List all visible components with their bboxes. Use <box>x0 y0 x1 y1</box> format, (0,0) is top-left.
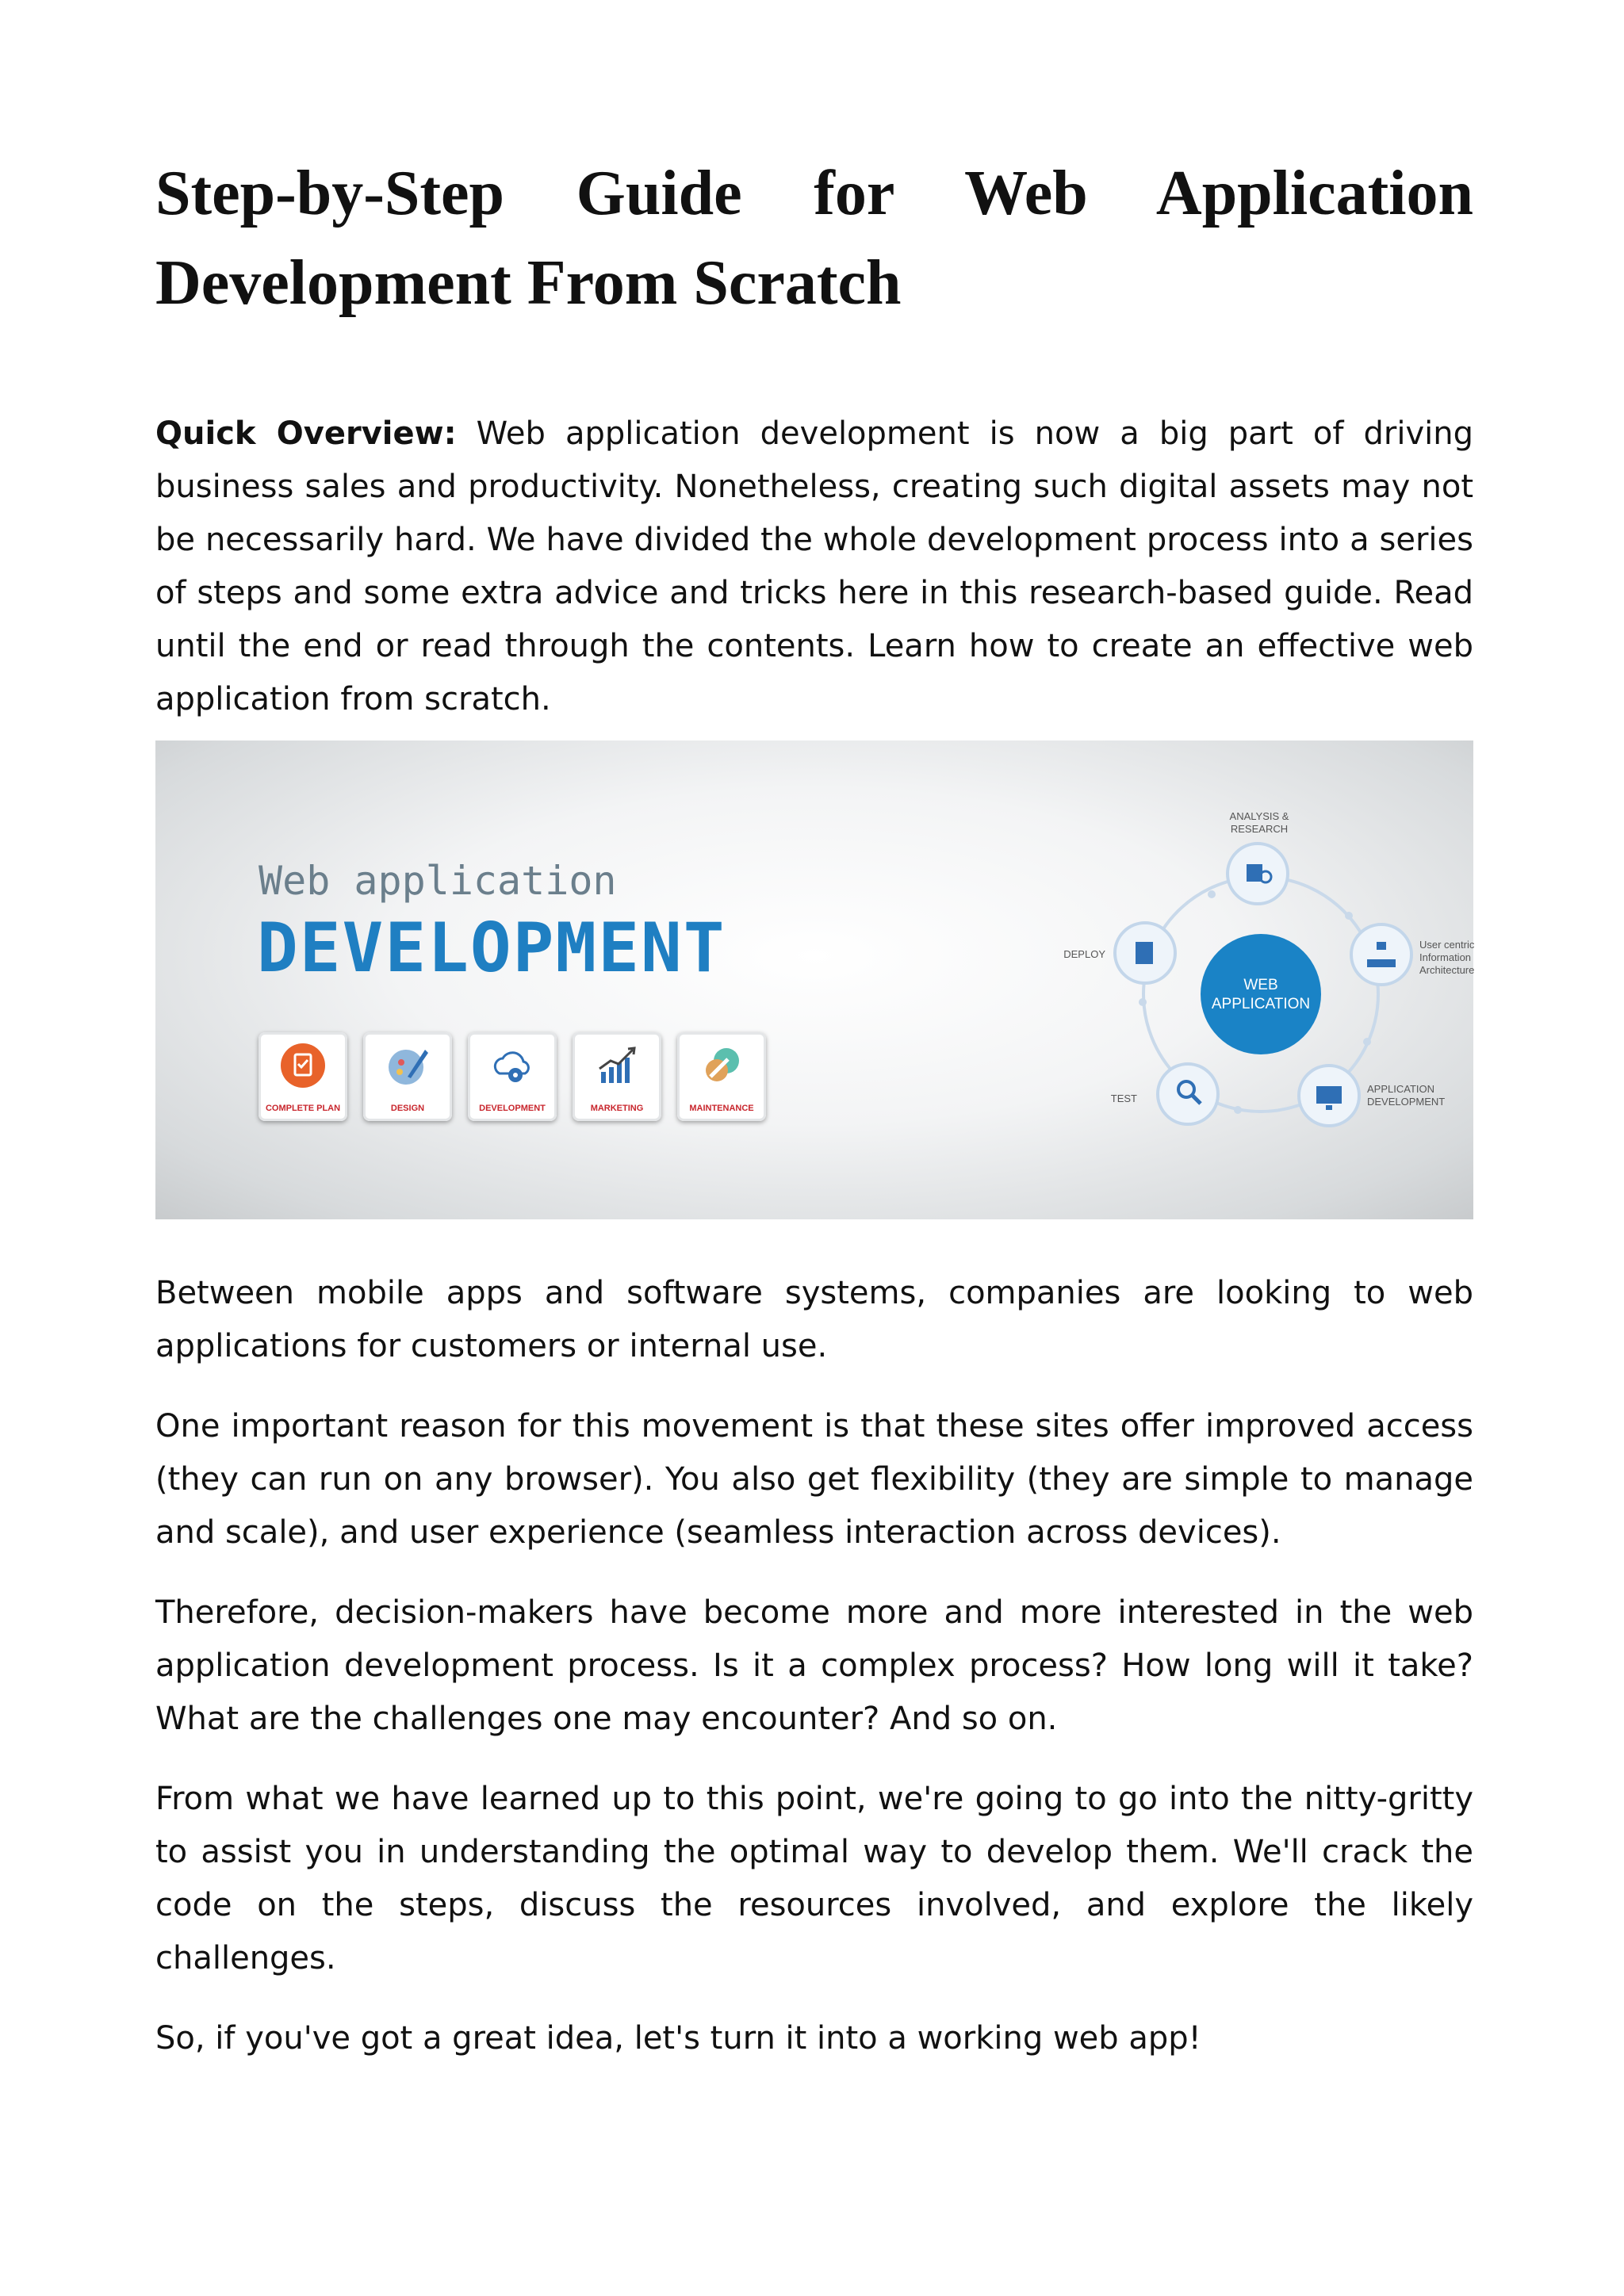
design-tools-icon <box>384 1042 431 1089</box>
clipboard-icon <box>279 1042 327 1089</box>
figure-subtitle: Web application <box>259 858 617 904</box>
svg-text:APPLICATION: APPLICATION <box>1367 1083 1435 1095</box>
tile-maintenance <box>677 1032 766 1121</box>
stage-test <box>1111 1064 1218 1124</box>
svg-text:Architecture: Architecture <box>1419 964 1475 976</box>
hero-image <box>155 740 1473 1219</box>
svg-text:DEPLOY: DEPLOY <box>1063 948 1105 960</box>
center-label-1: WEB <box>1243 977 1278 993</box>
svg-text:TEST: TEST <box>1110 1093 1137 1104</box>
tile-label: MARKETING <box>590 1104 644 1113</box>
svg-text:DEVELOPMENT: DEVELOPMENT <box>1367 1096 1446 1108</box>
paragraph: So, if you've got a great idea, let's turn it into a working web app! <box>155 2020 1201 2057</box>
stage-architecture <box>1351 924 1475 985</box>
stage-deploy <box>1063 923 1175 983</box>
process-tiles <box>259 1032 766 1121</box>
center-circle <box>1201 934 1321 1054</box>
tile-label: DEVELOPMENT <box>479 1104 546 1113</box>
overview-label: Quick Overview: <box>155 415 457 452</box>
maintenance-icon <box>698 1042 745 1089</box>
tile-design <box>363 1032 452 1121</box>
tile-label: DESIGN <box>390 1104 425 1113</box>
cloud-gear-icon <box>488 1042 536 1089</box>
quick-overview <box>155 408 1473 726</box>
paragraph: Between mobile apps and software systems, companies are looking to web applications for customers or internal use. <box>155 1275 1473 1364</box>
article-body <box>155 1267 1473 2065</box>
svg-text:Information: Information <box>1419 951 1472 963</box>
tile-marketing <box>573 1032 661 1121</box>
page-title: Step-by-Step Guide for Web Application Development From Scratch <box>155 159 1473 318</box>
development-cycle-diagram <box>893 740 1475 1219</box>
overview-text: Web application development is now a big part of driving business sales and productivity. Nonetheless, creating such digital assets may not be necessarily hard. We have divided the whole development process into a series of steps and some extra advice and tricks here in this research-based guide. Read until the end or read through the contents. Learn how to create an effective web application from scratch. <box>155 415 1474 718</box>
deploy-stack-icon <box>1136 942 1153 964</box>
figure-heading: DEVELOPMENT <box>257 909 726 988</box>
paragraph: Therefore, decision-makers have become more and more interested in the web application development process. Is it a complex process? How long will it take? What are the challenges one may encounter? And so on. <box>155 1594 1473 1737</box>
hierarchy-icon <box>1377 942 1386 950</box>
svg-text:ANALYSIS &: ANALYSIS & <box>1229 810 1289 822</box>
document-page <box>155 0 1473 2092</box>
paragraph: One important reason for this movement is that these sites offer improved access (they can run on any browser). You also get flexibility (they are simple to manage and scale), and user experience (seamless interaction across devices). <box>155 1408 1473 1551</box>
tile-label: MAINTENANCE <box>689 1104 754 1113</box>
stage-app-development <box>1299 1066 1445 1126</box>
tile-label: COMPLETE PLAN <box>265 1104 341 1113</box>
monitor-icon <box>1316 1086 1342 1104</box>
paragraph: From what we have learned up to this point, we're going to go into the nitty-gritty to assist you in understanding the optimal way to develop them. We'll crack the code on the steps, discuss the resources involved, and explore the likely challenges. <box>155 1781 1473 1976</box>
svg-text:User centric: User centric <box>1419 939 1475 951</box>
stage-analysis <box>1228 810 1289 904</box>
svg-text:RESEARCH: RESEARCH <box>1230 823 1289 835</box>
center-label-2: APPLICATION <box>1211 996 1311 1012</box>
growth-chart-icon <box>593 1042 641 1089</box>
tile-development <box>468 1032 557 1121</box>
tile-complete-plan <box>259 1032 347 1121</box>
